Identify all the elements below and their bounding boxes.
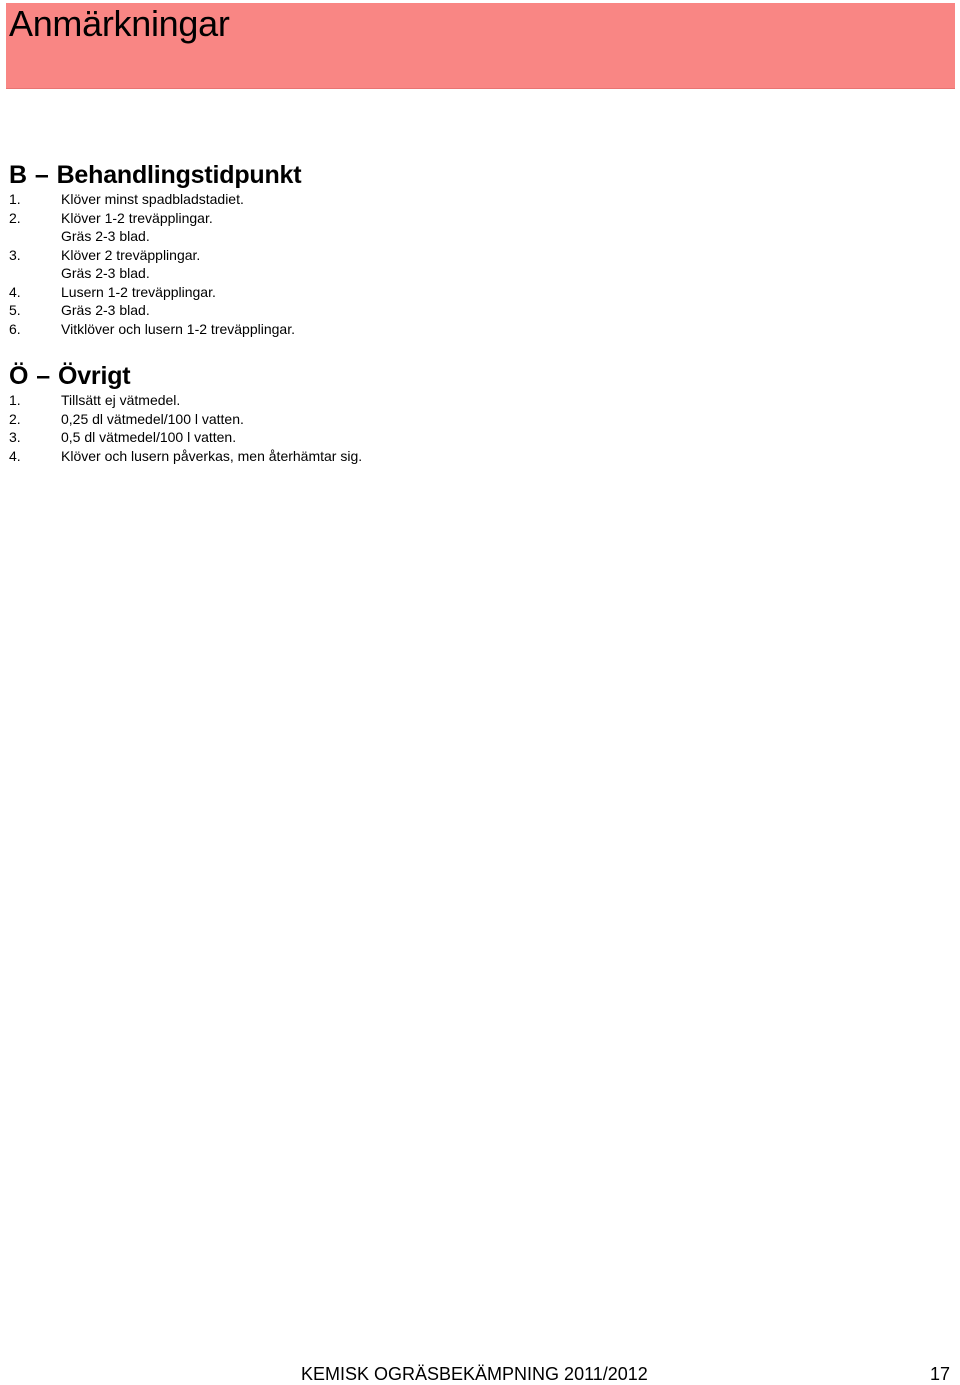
item-text: Klöver minst spadbladstadiet. [61, 191, 244, 207]
section-title: Övrigt [57, 362, 131, 390]
section-letter: B [9, 161, 27, 189]
item-number: 5. [9, 302, 21, 318]
item-text: Klöver 1-2 treväpplingar. [61, 209, 213, 226]
section-ovrigt [9, 361, 909, 465]
item-number: 2. [9, 410, 21, 427]
item-text: Vitklöver och lusern 1-2 treväpplingar. [61, 320, 295, 337]
section-dash: – [36, 362, 50, 390]
section-heading [9, 361, 909, 391]
item-text: Klöver och lusern påverkas, men återhämtar sig. [61, 447, 363, 464]
section-letter: Ö [9, 362, 29, 390]
item-list [9, 391, 909, 465]
list-item [9, 410, 909, 429]
list-item [9, 428, 909, 447]
page-title: Anmärkningar [9, 3, 230, 44]
section-title: Behandlingstidpunkt [56, 161, 302, 189]
item-text: Gräs 2-3 blad. [61, 302, 150, 318]
section-heading [9, 160, 909, 190]
item-number: 1. [9, 392, 21, 408]
item-number: 3. [9, 429, 21, 445]
list-item [9, 209, 909, 246]
section-dash: – [34, 161, 49, 189]
item-number: 4. [9, 283, 21, 300]
item-number: 2. [9, 209, 21, 226]
list-item [9, 301, 909, 320]
list-item [9, 320, 909, 339]
list-item [9, 391, 909, 410]
item-text: Lusern 1-2 treväpplingar. [61, 283, 216, 300]
list-item [9, 283, 909, 302]
list-item [9, 447, 909, 466]
item-number: 1. [9, 191, 21, 207]
item-list [9, 190, 909, 338]
item-text: Gräs 2-3 blad. [61, 265, 150, 281]
header-band [6, 3, 955, 89]
section-behandlingstidpunkt [9, 160, 909, 338]
list-item [9, 246, 909, 283]
item-text: 0,5 dl vätmedel/100 l vatten. [61, 429, 237, 445]
item-text: Klöver 2 treväpplingar. [61, 246, 201, 263]
page-number: 17 [929, 1364, 950, 1384]
item-text: Gräs 2-3 blad. [61, 228, 150, 244]
item-text: 0,25 dl vätmedel/100 l vatten. [61, 410, 244, 427]
item-number: 3. [9, 246, 21, 263]
item-number: 4. [9, 447, 21, 464]
item-number: 6. [9, 320, 21, 337]
item-text: Tillsätt ej vätmedel. [61, 392, 181, 408]
list-item [9, 190, 909, 209]
footer-title: KEMISK OGRÄSBEKÄMPNING 2011/2012 [301, 1364, 648, 1384]
